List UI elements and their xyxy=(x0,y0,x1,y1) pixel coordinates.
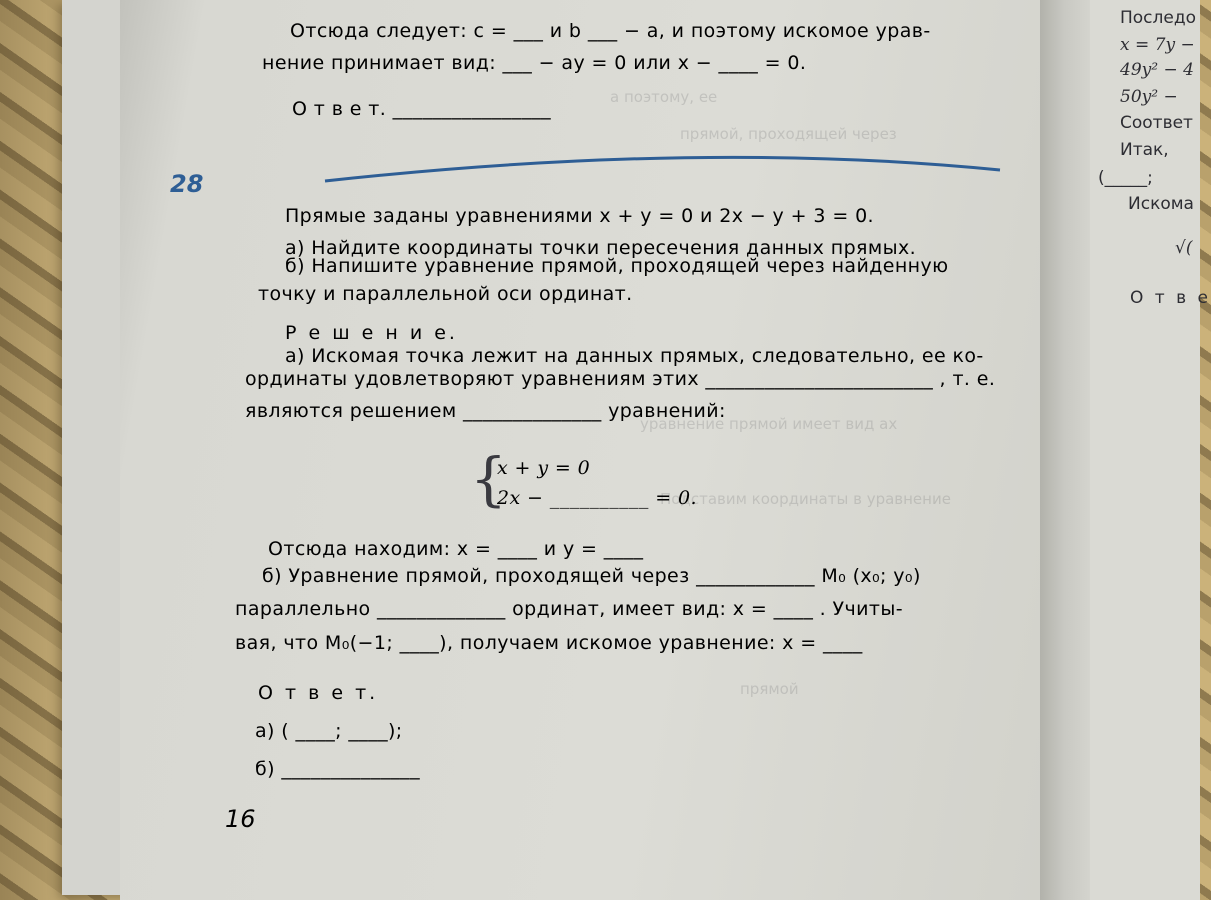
answer-heading: О т в е т. xyxy=(258,682,379,704)
system-brace: { xyxy=(470,445,507,513)
solution-part-b: вая, что M₀(−1; ____), получаем искомое уравнение: x = ____ xyxy=(235,632,863,654)
top-text-line: Отсюда следует: c = ___ и b ___ − a, и поэтому искомое урав- xyxy=(290,20,931,42)
right-page-line: (_____; xyxy=(1098,168,1153,188)
solution-text: являются решением ______________ уравнений: xyxy=(245,400,726,422)
right-page-line: 49y² − 4 xyxy=(1120,60,1194,80)
solution-text: а) Искомая точка лежит на данных прямых, следовательно, ее ко- xyxy=(285,345,984,367)
right-page-line: 50y² − xyxy=(1120,87,1178,107)
problem-part-b: б) Напишите уравнение прямой, проходящей через найденную xyxy=(285,255,949,277)
right-page xyxy=(1090,0,1211,900)
right-page-line: √( xyxy=(1175,238,1193,258)
bleed-through-text: Подставим координаты в уравнение xyxy=(660,490,951,508)
solution-part-b: параллельно _____________ ординат, имеет вид: x = ____ . Учиты- xyxy=(235,598,904,620)
answer-b: б) ______________ xyxy=(255,758,420,780)
system-equation-1: x + y = 0 xyxy=(497,457,591,479)
page-number: 16 xyxy=(225,805,256,833)
answer-a: а) ( ____; ____); xyxy=(255,720,403,742)
right-page-line: Соответ xyxy=(1120,113,1193,133)
top-answer: О т в е т. ________________ xyxy=(292,98,552,120)
system-equation-2: 2x − __________ = 0. xyxy=(497,487,697,509)
book-gutter xyxy=(1040,0,1095,900)
bleed-through-text: а поэтому, ее xyxy=(610,88,718,106)
right-page-line: Искома xyxy=(1128,194,1194,214)
top-text-line: нение принимает вид: ___ − ay = 0 или x − ____ = 0. xyxy=(262,52,807,74)
right-page-line: x = 7y − xyxy=(1120,35,1195,55)
solution-find: Отсюда находим: x = ____ и y = ____ xyxy=(268,538,644,560)
bleed-through-text: прямой xyxy=(740,680,799,698)
solution-part-b: б) Уравнение прямой, проходящей через ____________ M₀ (x₀; y₀) xyxy=(262,565,921,587)
solution-text: ординаты удовлетворяют уравнениям этих _______________________ , т. е. xyxy=(245,368,996,390)
problem-statement: Прямые заданы уравнениями x + y = 0 и 2x − y + 3 = 0. xyxy=(285,205,875,227)
bleed-through-text: уравнение прямой имеет вид ax xyxy=(640,415,898,433)
right-page-line: Последо xyxy=(1120,8,1197,28)
right-page-line: Итак, xyxy=(1120,140,1169,160)
right-page-line: О т в е xyxy=(1130,288,1211,308)
problem-part-b-cont: точку и параллельной оси ординат. xyxy=(258,283,633,305)
bleed-through-text: прямой, проходящей через xyxy=(680,125,897,143)
problem-number: 28 xyxy=(170,170,204,198)
solution-heading: Р е ш е н и е. xyxy=(285,322,458,344)
problem-part-a: а) Найдите координаты точки пересечения данных прямых. xyxy=(285,237,917,259)
